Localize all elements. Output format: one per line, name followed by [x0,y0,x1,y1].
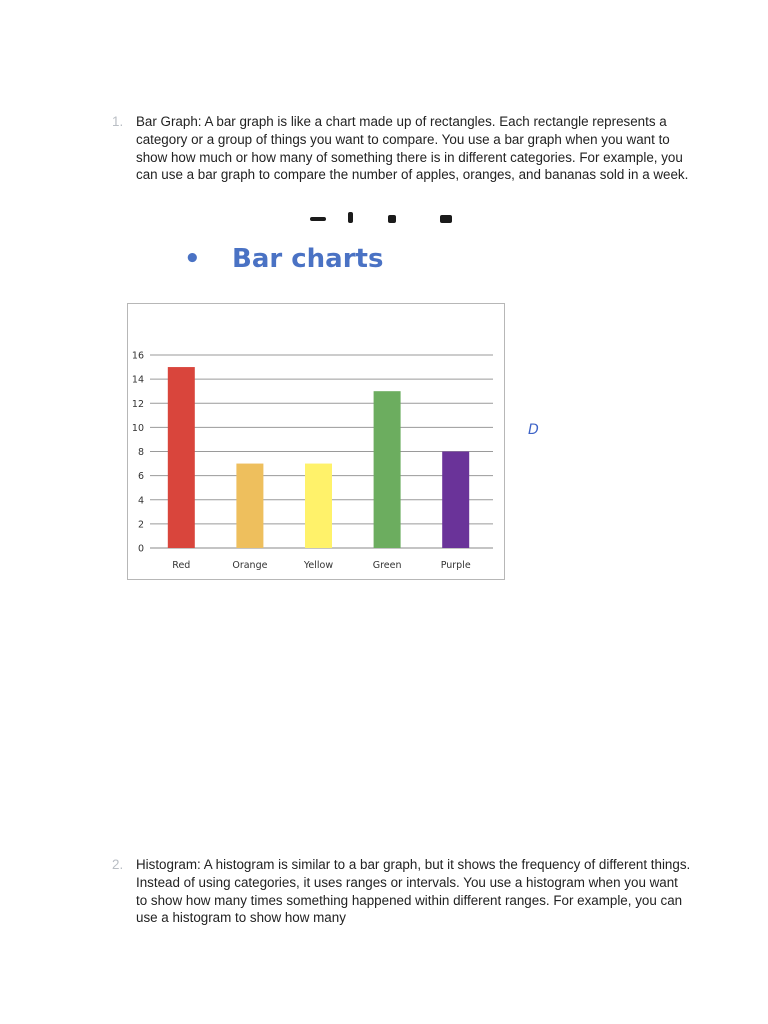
list-number: 2. [112,857,124,872]
bar-yellow [305,464,332,548]
bar-green [374,391,401,548]
x-tick-label: Purple [440,560,471,571]
slide-heading-text: Bar charts [232,244,384,274]
y-tick-label: 16 [131,350,144,362]
x-tick-label: Green [372,560,402,571]
y-tick-label: 2 [137,519,144,531]
bullet-icon: • [184,244,201,274]
list-item-bar-graph [112,113,692,184]
bar-chart [127,303,505,580]
x-tick-label: Yellow [303,560,334,571]
bar-orange [236,464,263,548]
y-tick-label: 12 [131,398,144,410]
x-tick-label: Orange [232,560,268,571]
y-tick-label: 14 [131,374,144,386]
slide-heading [184,242,383,276]
list-item-text: Histogram: A histogram is similar to a bar graph, but it shows the frequency of different things. Instead of using categories, it uses ranges or intervals. You use a histogram when you want to show how many times something happened within different ranges. For example, you can use a histogram to show how many [136,857,691,926]
cropped-side-letter: D [528,422,539,438]
y-tick-label: 4 [137,495,144,507]
y-tick-label: 8 [137,447,144,458]
y-tick-label: 6 [137,471,144,483]
bar-chart-canvas [128,304,504,579]
list-item-histogram [112,856,692,927]
y-tick-label: 10 [131,422,144,434]
cropped-slide-title-fragment [300,209,470,223]
bar-purple [442,452,469,549]
list-item-text: Bar Graph: A bar graph is like a chart made up of rectangles. Each rectangle represents a category or a group of things you want to compare. You use a bar graph when you want to show how much or how many of something there is in different categories. For example, you can use a bar graph to compare the number of apples, oranges, and bananas sold in a week. [136,114,689,183]
y-tick-label: 0 [137,543,144,555]
bar-red [168,367,195,548]
x-tick-label: Red [172,560,191,571]
list-number: 1. [112,114,124,129]
